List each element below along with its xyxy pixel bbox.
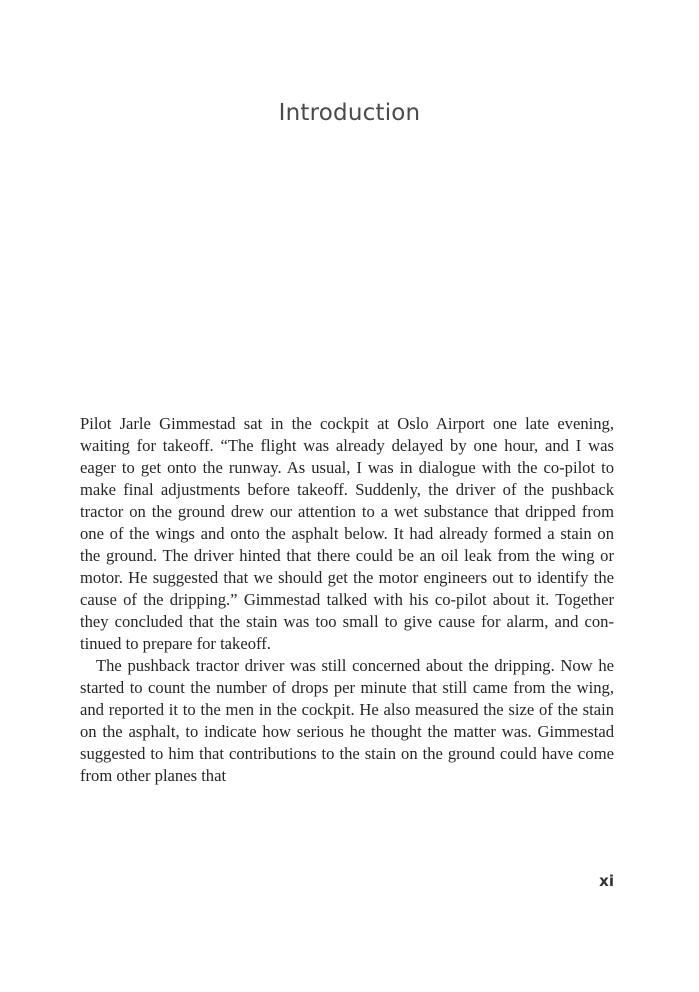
page-number: xi [599,872,614,890]
paragraph-1: Pilot Jarle Gimmestad sat in the cockpit at Oslo Airport one late evening, waiting for takeoff. “The flight was already delayed by one hour, and I was eager to get onto the runway. As usual, I was in dialogue with the co-pilot to make final adjustments before takeoff. Suddenly, the driver of the pushback tractor on the ground drew our attention to a wet substance that dripped from one of the wings and onto the asphalt below. It had already formed a stain on the ground. The driver hinted that there could be an oil leak from the wing or motor. He suggested that we should get the motor engineers out to identify the cause of the dripping.” Gimmestad talked with his co-pilot about it. Together they concluded that the stain was too small to give cause for alarm, and continued to prepare for takeoff. [80,414,614,653]
paragraph-2: The pushback tractor driver was still concerned about the dripping. Now he started to count the number of drops per minute that still came from the wing, and reported it to the men in the cockpit. He also measured the size of the stain on the asphalt, to indicate how serious he thought the matter was. Gimmestad suggested to him that contributions to the stain on the ground could have come from other planes that [80,656,614,785]
body-text [80,413,614,787]
chapter-title: Introduction [278,100,421,126]
